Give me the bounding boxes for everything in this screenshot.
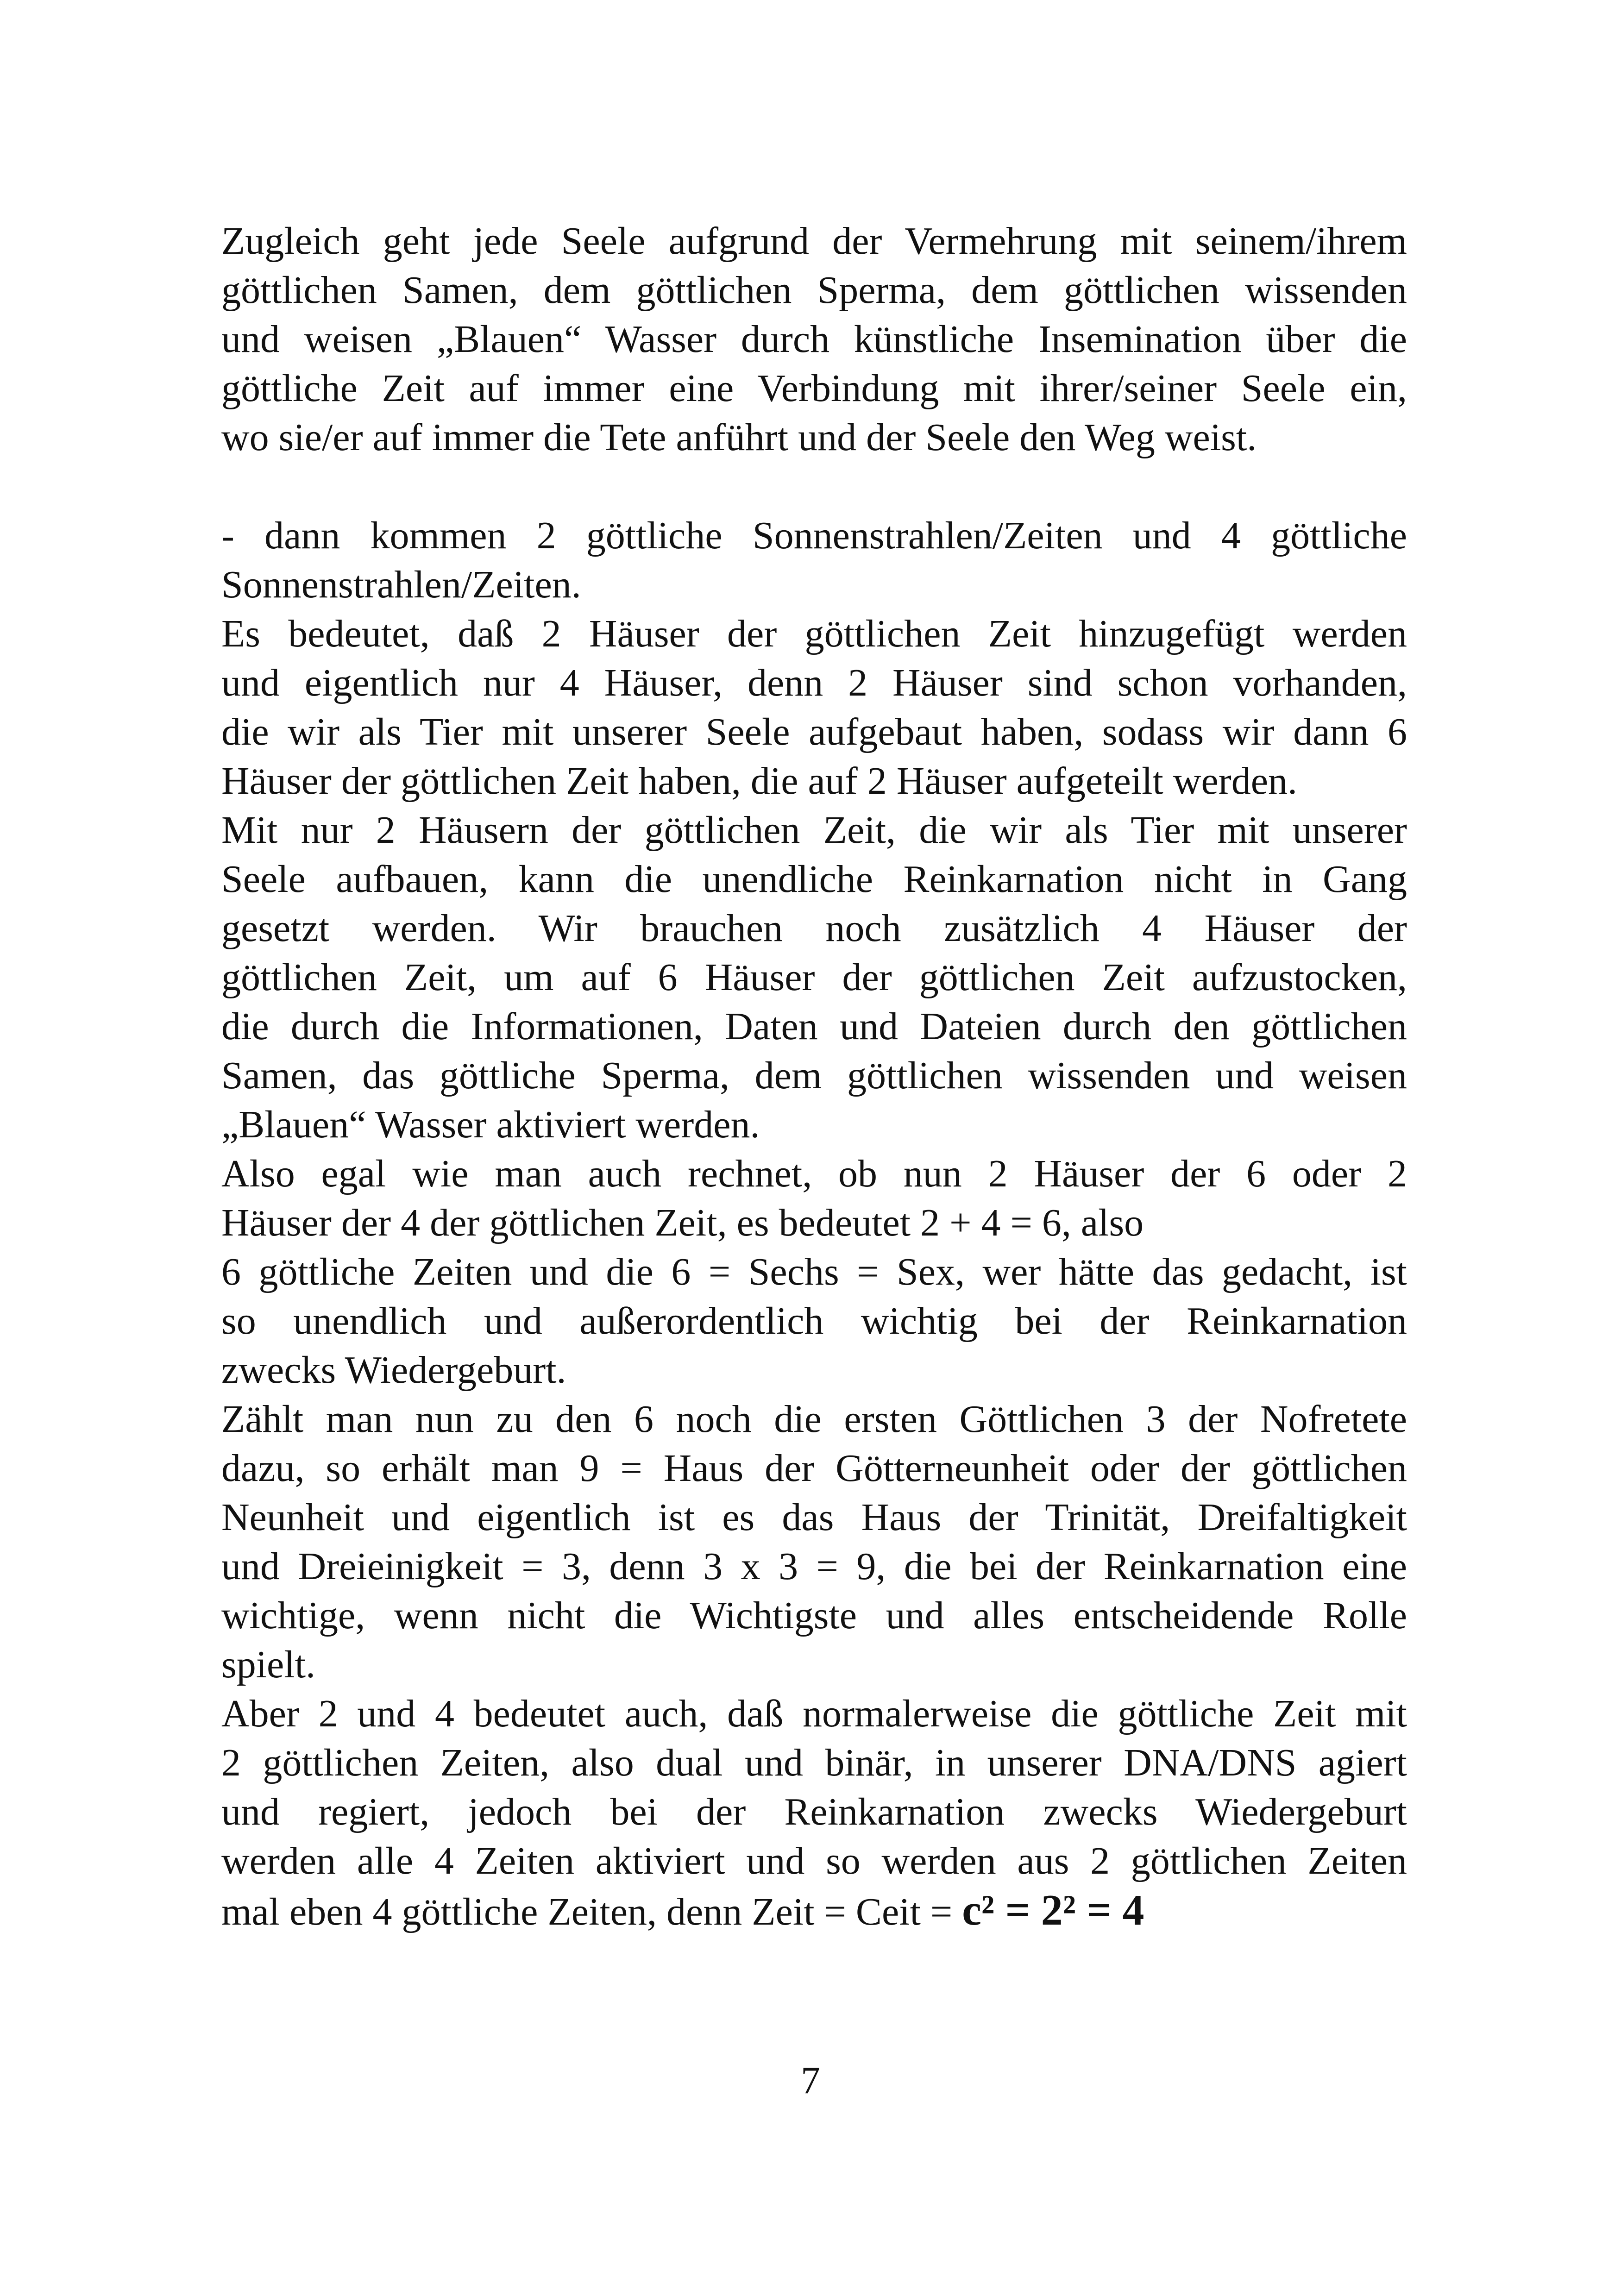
text-line: Seele aufbauen, kann die unendliche Reinkarnation nicht in Gang xyxy=(221,858,1407,901)
paragraph-dual-binary xyxy=(221,1689,1407,1937)
paragraph-nine-house xyxy=(221,1395,1407,1689)
page-number: 7 xyxy=(801,2059,820,2102)
text-line: Also egal wie man auch rechnet, ob nun 2 Häuser der 6 oder 2 xyxy=(221,1152,1407,1195)
text-line: Häuser der göttlichen Zeit haben, die auf 2 Häuser aufgeteilt werden. xyxy=(221,759,1298,803)
text-line: wichtige, wenn nicht die Wichtigste und alles entscheidende Rolle xyxy=(221,1594,1407,1637)
text-line: Zugleich geht jede Seele aufgrund der Vermehrung mit seinem/ihrem xyxy=(221,220,1407,263)
paragraph-sun-rays xyxy=(221,511,1407,609)
final-line-text: mal eben 4 göttliche Zeiten, denn Zeit = Ceit = xyxy=(221,1890,962,1933)
text-line: gesetzt werden. Wir brauchen noch zusätzlich 4 Häuser der xyxy=(221,907,1407,950)
text-line: Es bedeutet, daß 2 Häuser der göttlichen Zeit hinzugefügt werden xyxy=(221,612,1407,655)
text-line: 6 göttliche Zeiten und die 6 = Sechs = Sex, wer hätte das gedacht, ist xyxy=(221,1250,1407,1293)
text-line: die wir als Tier mit unserer Seele aufgebaut haben, sodass wir dann 6 xyxy=(221,710,1407,753)
text-line: und regiert, jedoch bei der Reinkarnation zwecks Wiedergeburt xyxy=(221,1790,1407,1833)
paragraph-calculation xyxy=(221,1149,1407,1248)
final-text-line xyxy=(221,1886,1407,1937)
text-line: Samen, das göttliche Sperma, dem göttlichen wissenden und weisen xyxy=(221,1054,1407,1097)
text-line: wo sie/er auf immer die Tete anführt und der Seele den Weg weist. xyxy=(221,416,1257,459)
text-line: - dann kommen 2 göttliche Sonnenstrahlen/Zeiten und 4 göttliche xyxy=(221,514,1407,557)
text-line: „Blauen“ Wasser aktiviert werden. xyxy=(221,1103,760,1146)
paragraph-houses-added xyxy=(221,609,1407,806)
text-line: zwecks Wiedergeburt. xyxy=(221,1349,566,1392)
text-line: spielt. xyxy=(221,1643,315,1686)
text-line: 2 göttlichen Zeiten, also dual und binär, in unserer DNA/DNS agiert xyxy=(221,1741,1407,1784)
text-line: Zählt man nun zu den 6 noch die ersten Göttlichen 3 der Nofretete xyxy=(221,1398,1407,1441)
text-line: und eigentlich nur 4 Häuser, denn 2 Häuser sind schon vorhanden, xyxy=(221,661,1407,704)
text-line: Neunheit und eigentlich ist es das Haus der Trinität, Dreifaltigkeit xyxy=(221,1496,1407,1539)
paragraph-spacer xyxy=(221,462,1407,511)
text-line: die durch die Informationen, Daten und Dateien durch den göttlichen xyxy=(221,1005,1407,1048)
text-line: und weisen „Blauen“ Wasser durch künstliche Insemination über die xyxy=(221,318,1407,361)
text-line: göttlichen Zeit, um auf 6 Häuser der göttlichen Zeit aufzustocken, xyxy=(221,956,1407,999)
text-line: und Dreieinigkeit = 3, denn 3 x 3 = 9, die bei der Reinkarnation eine xyxy=(221,1545,1407,1588)
text-line: Mit nur 2 Häusern der göttlichen Zeit, die wir als Tier mit unserer xyxy=(221,809,1407,852)
text-line: göttliche Zeit auf immer eine Verbindung mit ihrer/seiner Seele ein, xyxy=(221,367,1407,410)
equation-bold: c² = 2² = 4 xyxy=(962,1886,1144,1934)
text-line: werden alle 4 Zeiten aktiviert und so werden aus 2 göttlichen Zeiten xyxy=(221,1839,1407,1882)
paragraph-two-houses xyxy=(221,806,1407,1149)
text-line: Aber 2 und 4 bedeutet auch, daß normalerweise die göttliche Zeit mit xyxy=(221,1692,1407,1735)
text-line: Häuser der 4 der göttlichen Zeit, es bedeutet 2 + 4 = 6, also xyxy=(221,1201,1144,1244)
text-line: so unendlich und außerordentlich wichtig bei der Reinkarnation xyxy=(221,1299,1407,1342)
text-line: Sonnenstrahlen/Zeiten. xyxy=(221,563,581,606)
paragraph-soul-connection xyxy=(221,217,1407,462)
text-line: göttlichen Samen, dem göttlichen Sperma, dem göttlichen wissenden xyxy=(221,269,1407,312)
page-body xyxy=(221,217,1407,1937)
paragraph-six-times xyxy=(221,1248,1407,1395)
text-line: dazu, so erhält man 9 = Haus der Götterneunheit oder der göttlichen xyxy=(221,1447,1407,1490)
